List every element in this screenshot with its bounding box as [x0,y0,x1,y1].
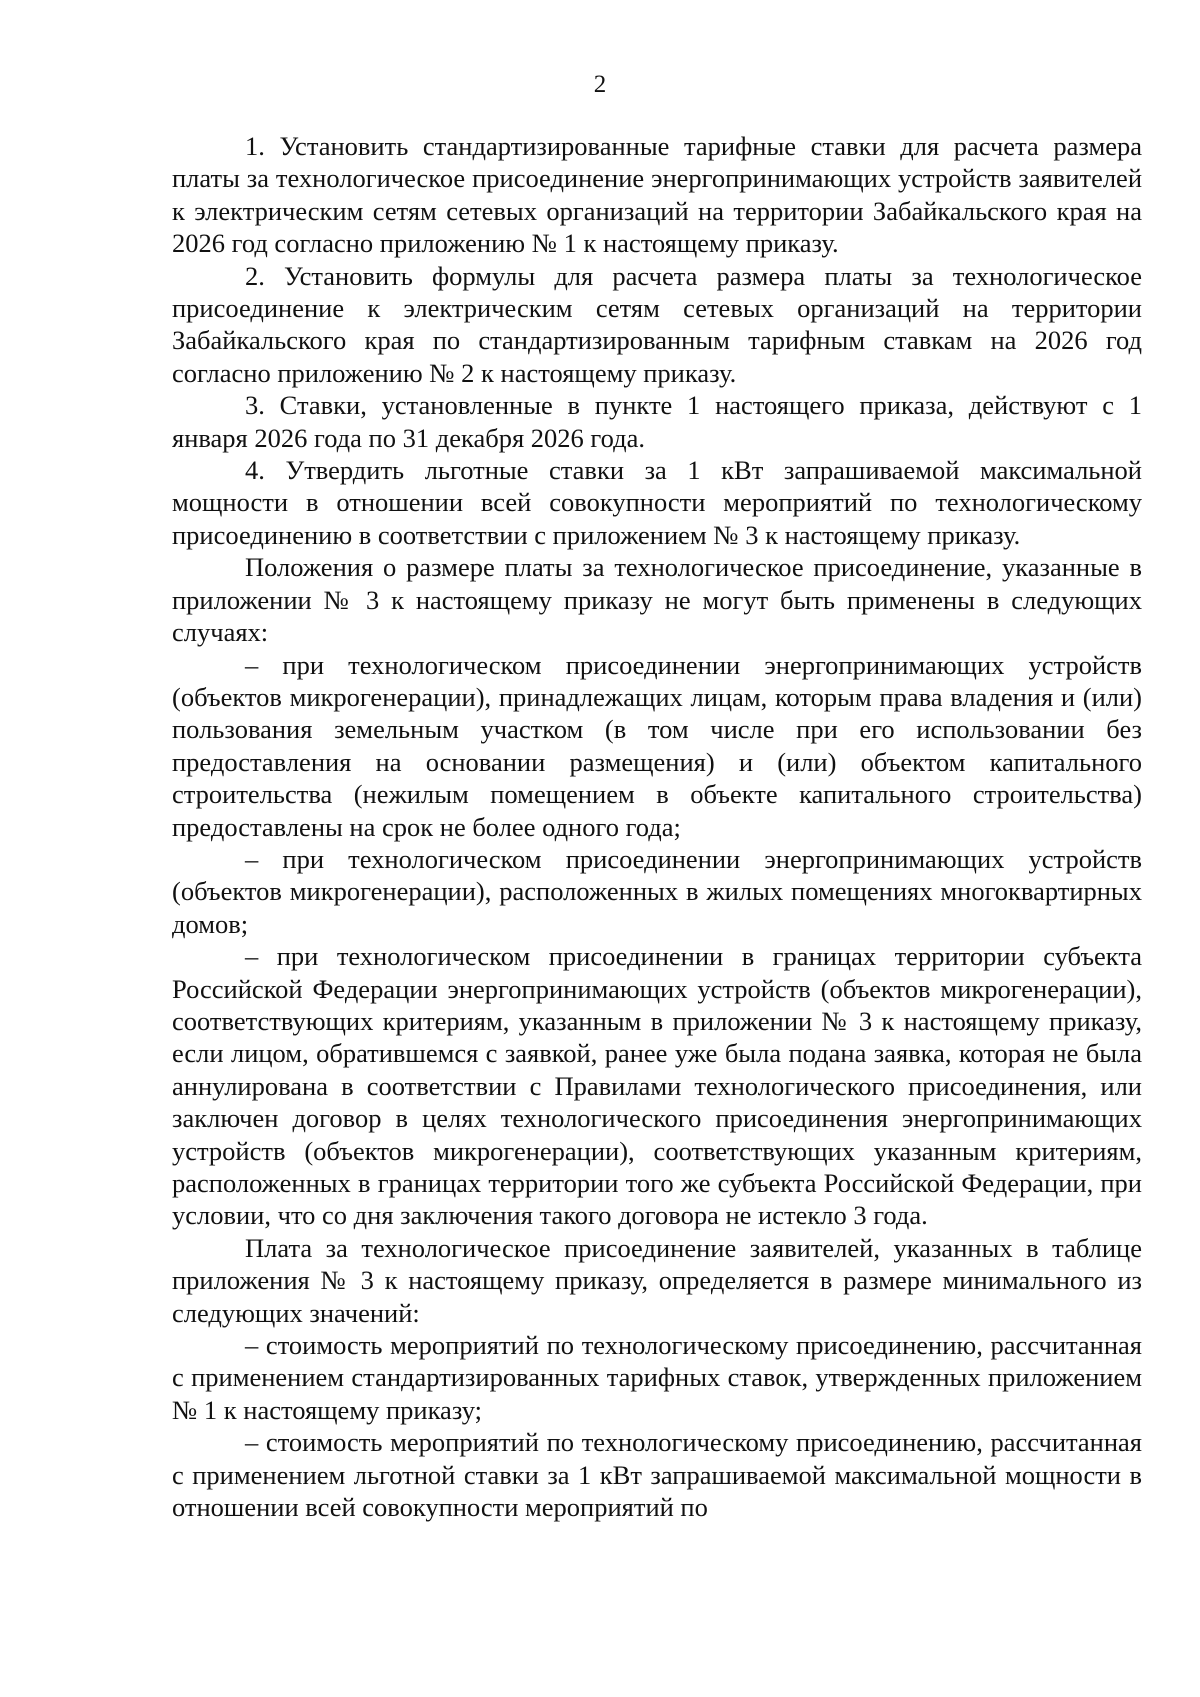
paragraph-5: Положения о размере платы за технологическое присоединение, указанные в приложении № 3 к настоящему приказу не могут быть применены в следующих случаях: [172,552,1142,648]
document-body [172,130,1142,1523]
paragraph-8: – при технологическом присоединении в границах территории субъекта Российской Федерации энергопринимающих устройств (объектов микрогенерации), соответствующих критериям, указанным в приложении № 3 к настоящему приказу, если лицом, обратившемся с заявкой, ранее уже была подана заявка, которая не была аннулирована в соответствии с Правилами технологического присоединения, или заключен договор в целях технологического присоединения энергопринимающих устройств (объектов микрогенерации), соответствующих указанным критериям, расположенных в границах территории того же субъекта Российской Федерации, при условии, что со дня заключения такого договора не истекло 3 года. [172,941,1142,1231]
paragraph-6: – при технологическом присоединении энергопринимающих устройств (объектов микрогенерации), принадлежащих лицам, которым права владения и (или) пользования земельным участком (в том числе при его использовании без предоставления на основании размещения) и (или) объектом капитального строительства (нежилым помещением в объекте капитального строительства) предоставлены на срок не более одного года; [172,649,1142,842]
paragraph-3: 3. Ставки, установленные в пункте 1 настоящего приказа, действуют с 1 января 2026 года по 31 декабря 2026 года. [172,390,1142,453]
paragraph-4: 4. Утвердить льготные ставки за 1 кВт запрашиваемой максимальной мощности в отношении всей совокупности мероприятий по технологическому присоединению в соответствии с приложением № 3 к настоящему приказу. [172,455,1142,550]
paragraph-2: 2. Установить формулы для расчета размера платы за технологическое присоединение к электрическим сетям сетевых организаций на территории Забайкальского края по стандартизированным тарифным ставкам на 2026 год согласно приложению № 2 к настоящему приказу. [172,260,1142,388]
paragraph-11: – стоимость мероприятий по технологическому присоединению, рассчитанная с применением льготной ставки за 1 кВт запрашиваемой максимальной мощности в отношении всей совокупности мероприятий по [172,1427,1142,1523]
paragraph-7: – при технологическом присоединении энергопринимающих устройств (объектов микрогенерации), расположенных в жилых помещениях многоквартирных домов; [172,843,1142,939]
page-number: 2 [593,71,607,98]
paragraph-1: 1. Установить стандартизированные тарифные ставки для расчета размера платы за технологическое присоединение энергопринимающих устройств заявителей к электрическим сетям сетевых организаций на территории Забайкальского края на 2026 год согласно приложению № 1 к настоящему приказу. [172,131,1142,259]
paragraph-9: Плата за технологическое присоединение заявителей, указанных в таблице приложения № 3 к настоящему приказу, определяется в размере минимального из следующих значений: [172,1232,1142,1328]
paragraph-10: – стоимость мероприятий по технологическому присоединению, рассчитанная с применением стандартизированных тарифных ставок, утвержденных приложением № 1 к настоящему приказу; [172,1330,1142,1425]
